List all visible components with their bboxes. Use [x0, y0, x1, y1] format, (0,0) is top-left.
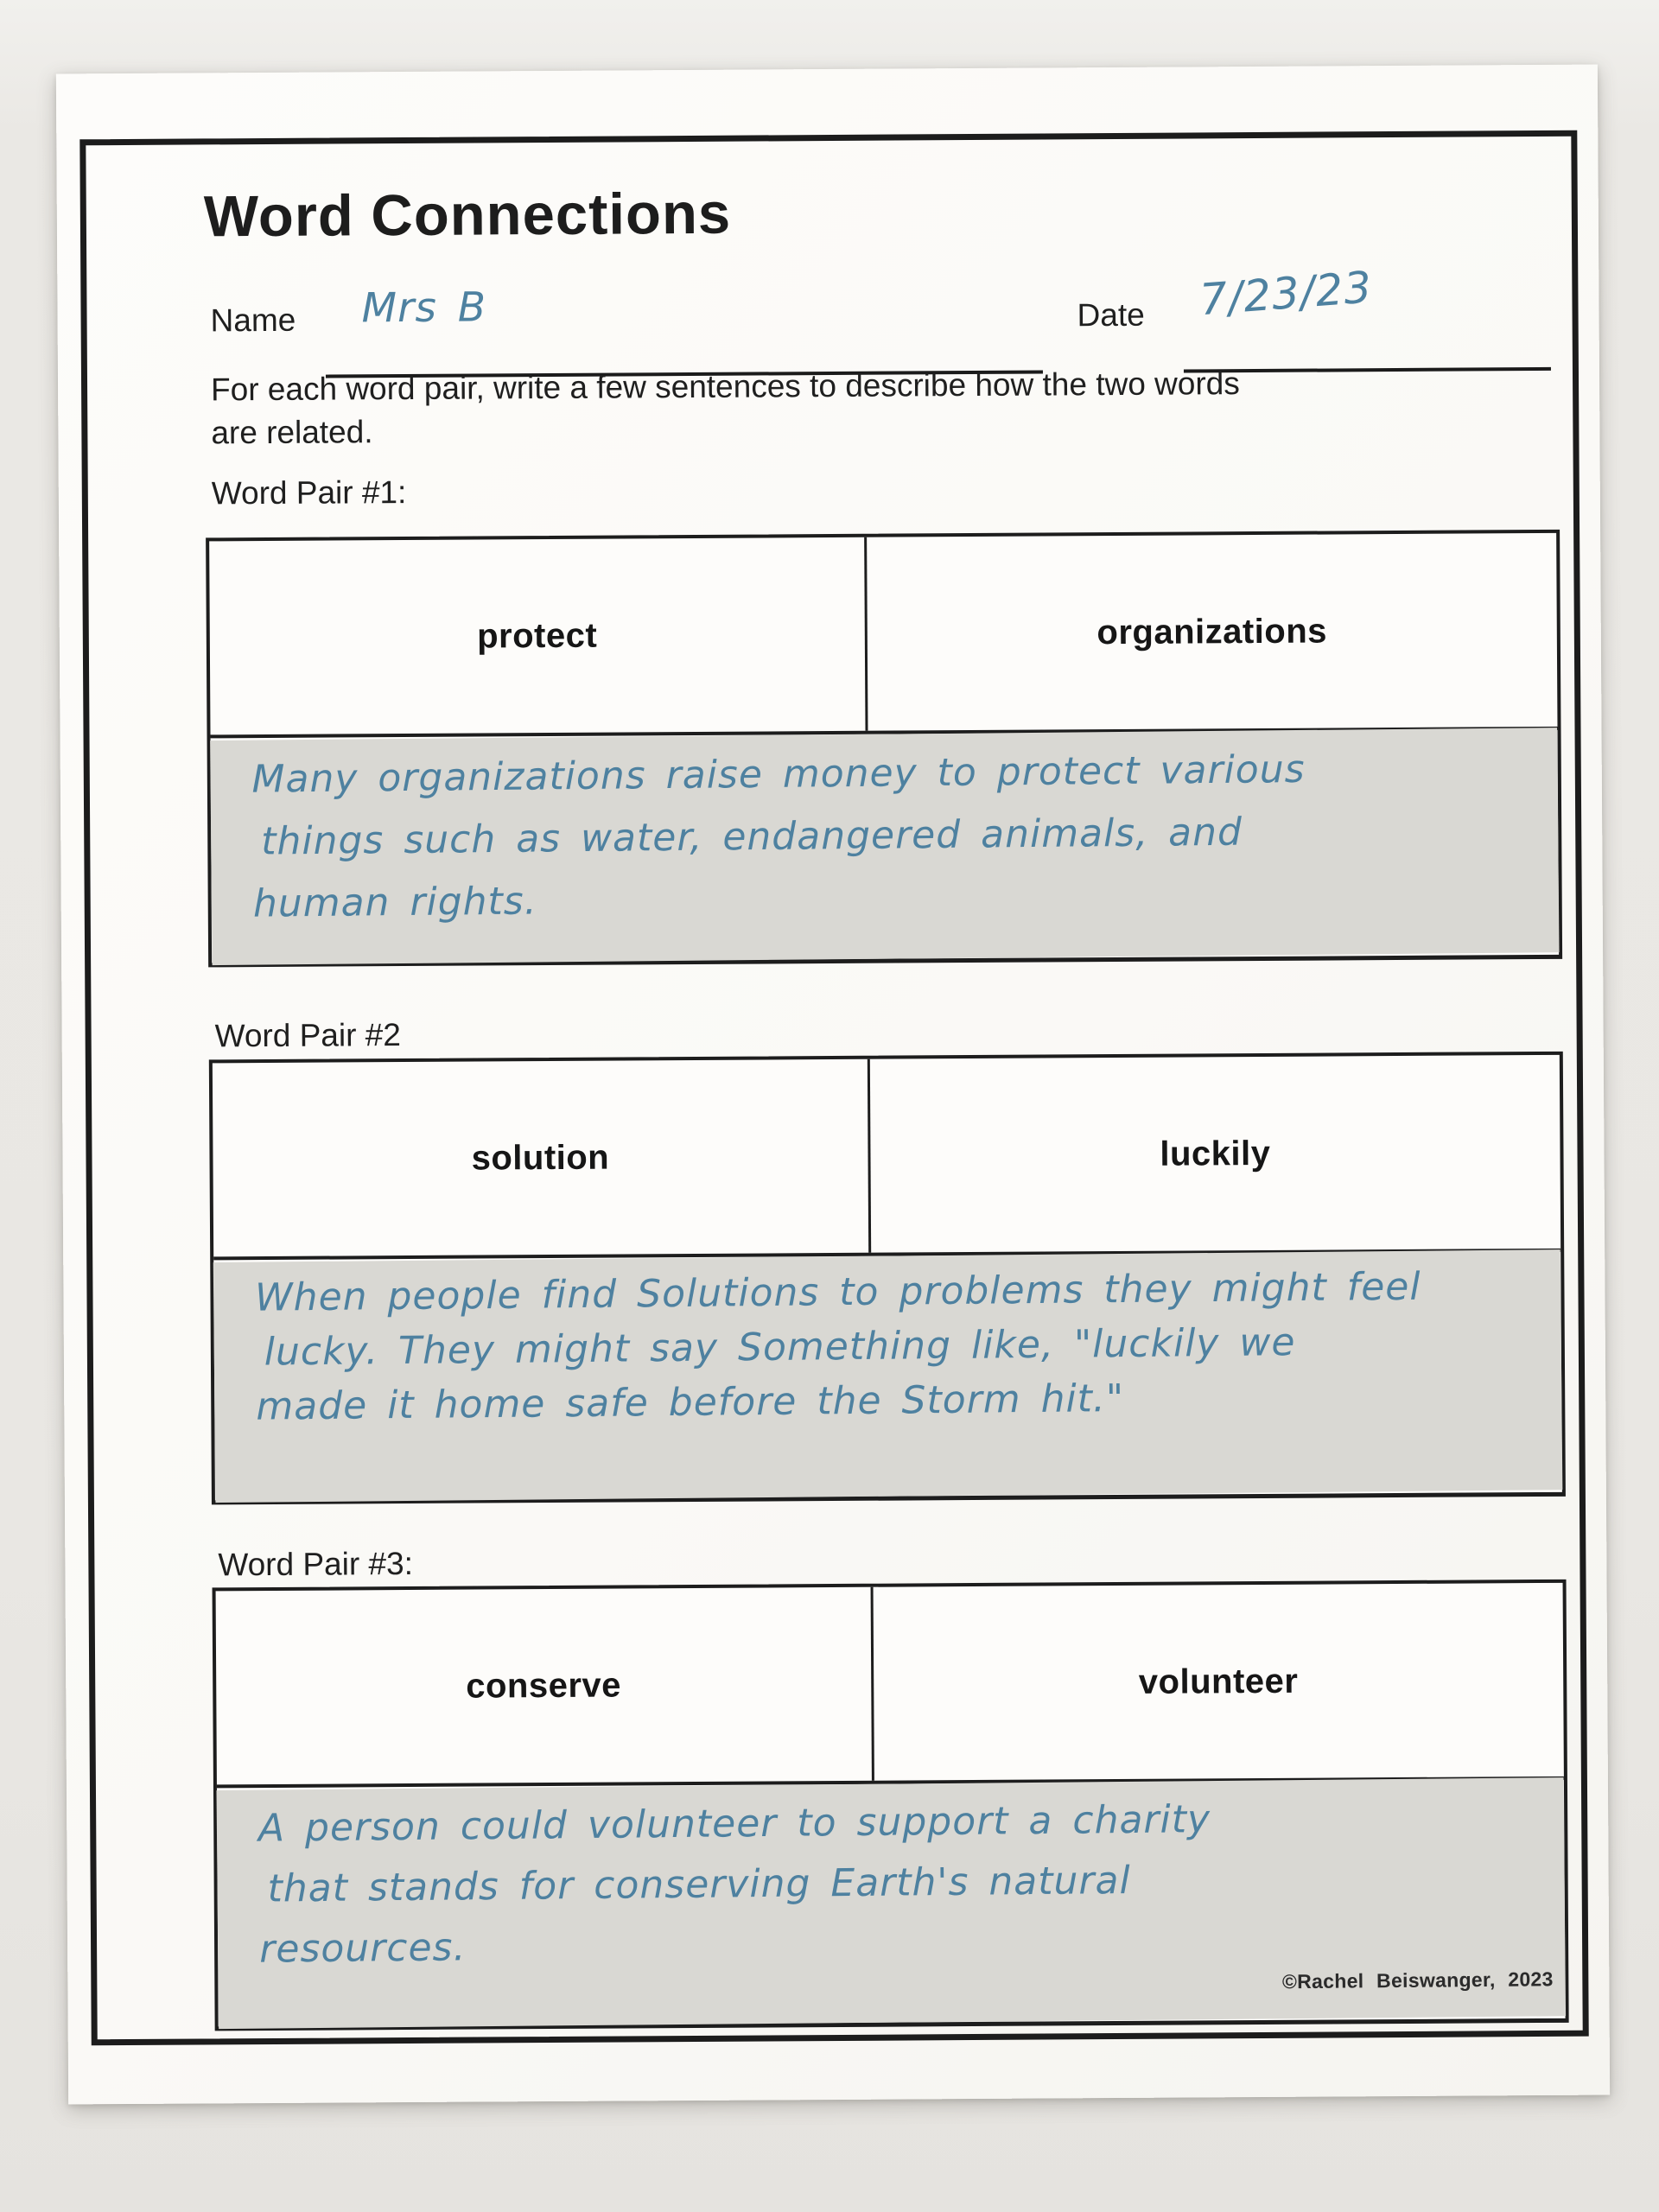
word-pair-3-right-word: volunteer: [1138, 1662, 1299, 1701]
word-pair-2-left-word: solution: [471, 1138, 610, 1178]
name-handwritten-value: Mrs B: [361, 283, 487, 333]
word-pair-1-right-cell: [867, 533, 1558, 731]
answer-line: resources.: [259, 1925, 467, 1972]
word-pair-1-left-word: protect: [477, 616, 598, 656]
word-pair-2-label: Word Pair #2: [214, 1017, 402, 1054]
word-pair-3-table: [213, 1580, 1569, 2031]
word-pair-1-label: Word Pair #1:: [211, 474, 407, 512]
date-handwritten-value: 7/23/23: [1198, 262, 1375, 326]
answer-line: lucky. They might say Something like, "luckily we: [264, 1320, 1296, 1375]
worksheet-page: [56, 65, 1610, 2105]
word-pair-2-table: [209, 1052, 1566, 1505]
word-pair-2-right-word: luckily: [1160, 1134, 1271, 1173]
answer-line: Many organizations raise money to protect various: [251, 747, 1306, 802]
answer-line: made it home safe before the Storm hit.": [256, 1376, 1125, 1429]
date-label: Date: [1077, 296, 1145, 334]
word-pair-1-table: [206, 530, 1562, 968]
word-pair-1-words-row: [209, 533, 1557, 739]
word-pair-2-right-cell: [870, 1055, 1561, 1253]
instructions-line-2: are related.: [211, 414, 373, 451]
word-pair-3-answer-box: [217, 1777, 1567, 2029]
word-pair-2-answer-box: [213, 1249, 1563, 1503]
word-pair-3-right-cell: [873, 1583, 1564, 1781]
instructions-text: [211, 360, 1577, 455]
answer-line: that stands for conserving Earth's natural: [267, 1858, 1131, 1911]
word-pair-2-left-cell: [213, 1059, 871, 1257]
word-pair-3-left-word: conserve: [466, 1666, 622, 1706]
answer-line: things such as water, endangered animals, and: [260, 810, 1243, 864]
word-pair-1-right-word: organizations: [1096, 611, 1328, 652]
answer-line: When people find Solutions to problems they might feel: [254, 1264, 1421, 1320]
word-pair-1-left-cell: [209, 537, 868, 735]
word-pair-3-label: Word Pair #3:: [218, 1545, 414, 1583]
answer-line: A person could volunteer to support a charity: [257, 1797, 1211, 1851]
word-pair-1-answer-box: [210, 728, 1559, 965]
copyright-text: ©Rachel Beiswanger, 2023: [1281, 1967, 1554, 1993]
word-pair-3-left-cell: [216, 1587, 874, 1785]
page-title: Word Connections: [203, 181, 732, 250]
instructions-line-1: For each word pair, write a few sentences to describe how the two words: [210, 365, 1240, 408]
word-pair-3-words-row: [216, 1583, 1564, 1789]
answer-line: human rights.: [252, 879, 537, 926]
name-label: Name: [210, 302, 296, 339]
word-pair-2-words-row: [213, 1055, 1560, 1261]
